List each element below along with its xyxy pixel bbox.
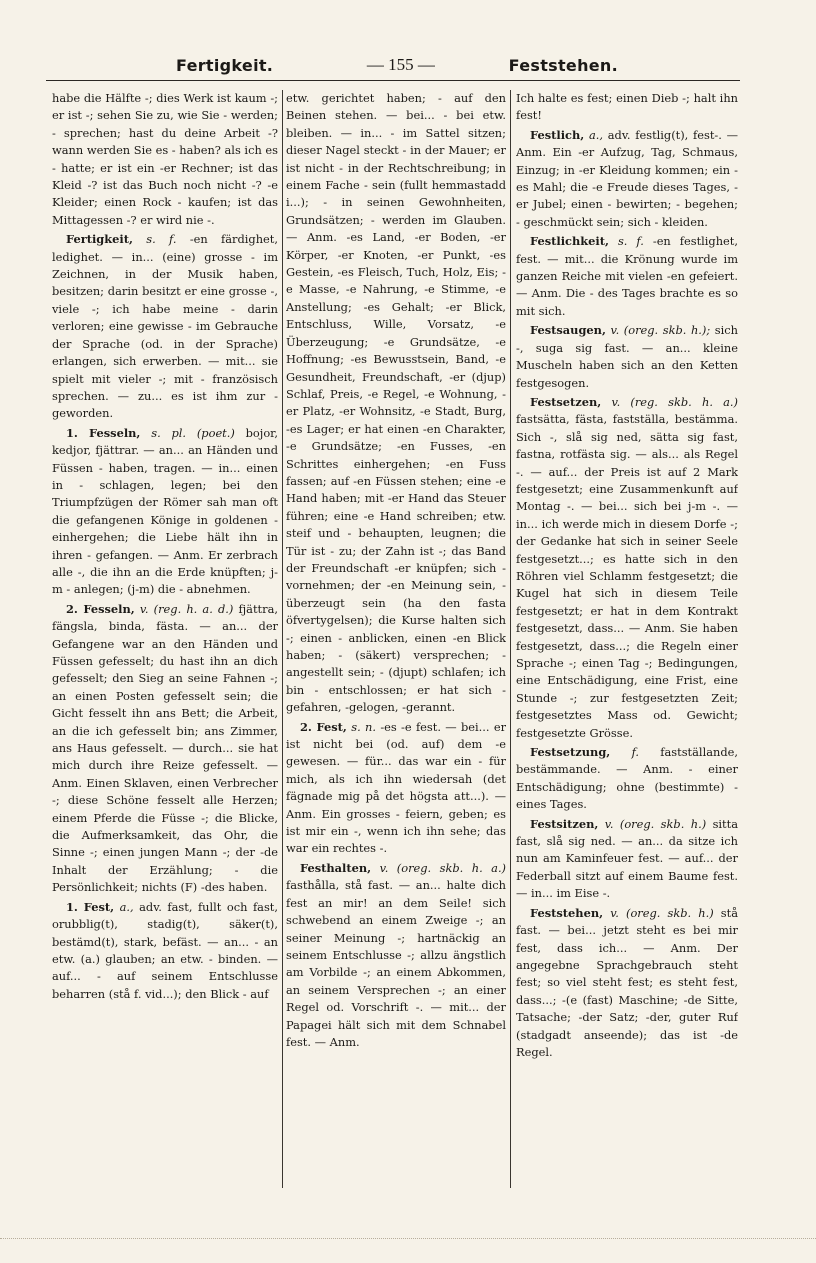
dictionary-column-2 bbox=[286, 90, 506, 1190]
dictionary-entry: Festsitzen, v. (oreg. skb. h.) sitta fast, slå sig ned. — an... da sitze ich nun am Kaminfeuer fest. — auf... der Federball sitzt auf einem Baume fest. — in... im Eise -. bbox=[516, 816, 738, 901]
dictionary-entry: habe die Hälfte -; dies Werk ist kaum -; er ist -; sehen Sie zu, wie Sie - werden; - sprechen; hast du deine Arbeit -? wann werden Sie es - haben? als ich es - hatte; er ist ein -er Rechner; ist das Kleid -? ist das Buch noch nicht -? -e Kleider; einen Rock - kaufen; ist das Mittagessen -? er wird nie -. bbox=[52, 91, 278, 227]
dictionary-entry: Festhalten, v. (oreg. skb. h. a.) fasthålla, stå fast. — an... halte dich fest an mir! an dem Seile! sich schwebend an einem Zweige -; an seiner Meinung -; hartnäckig an seinem Entschlusse -; allzu ängstlich am Vorbilde -; an einem Abkommen, an seinem Versprechen -; an einer Regel od. Vorschrift -. — mit... der Papagei hält sich mit dem Schnabel fest. — Anm. bbox=[286, 860, 506, 1049]
grammar-label: s. f. bbox=[617, 234, 644, 249]
headword: Feststehen, bbox=[530, 905, 604, 920]
headword: 1. Fesseln, bbox=[66, 425, 141, 440]
dictionary-entry: Festlichkeit, s. f. -en festlighet, fest. — mit... die Krönung wurde im ganzen Reiche mit vielen -en gefeiert. — Anm. Die - des Tages brachte es so mit sich. bbox=[516, 234, 738, 318]
headword: Festhalten, bbox=[300, 860, 372, 875]
grammar-label: v. (oreg. skb. h.) bbox=[610, 905, 714, 920]
headword: Festlich, bbox=[530, 127, 585, 142]
column-divider bbox=[282, 90, 283, 1188]
dictionary-entry: Festsetzen, v. (reg. skb. h. a.) fastsätta, fästa, fastställa, bestämma. Sich -, slå sig ned, sätta sig fast, fastna, rotfästa sig. — als... als Regel -. — auf... der Preis ist auf 2 Mark festgesetzt; eine Zusammenkunft auf Montag -. — bei... sich bei j-m -. — in... ich werde mich in diesem Dorfe -; der Gedanke hat sich in seiner Seele festgesetzt...; es hatte sich in den Röhren viel Schlamm festgesetzt; die Kugel hat sich in diesem Teile festgesetzt; er hat in dem Kontrakt festgesetzt, dass... — Anm. Sie haben festgesetzt, dass...; die Regeln einer Sprache -; einen Tag -; Bedingungen, eine Entschädigung, eine Frist, eine Stunde -; zur festgesetzten Zeit; festgesetztes Mass od. Gewicht; festgesetzte Grösse. bbox=[516, 394, 738, 740]
running-head-right: Feststehen. bbox=[508, 55, 618, 75]
dictionary-entry: Festsaugen, v. (oreg. skb. h.); sich -, suga sig fast. — an... kleine Muscheln haben sich an den Ketten festgesogen. bbox=[516, 323, 738, 390]
grammar-label: v. (reg. h. a. d.) bbox=[139, 601, 234, 616]
dictionary-entry: etw. gerichtet haben; - auf den Beinen stehen. — bei... - bei etw. bleiben. — in... - im Sattel sitzen; dieser Nagel steckt - in der Mauer; er ist nicht - in der Rechtschreibung; in einem Fache - sein (fullt hemmastadd i...); - in seinen Gewohnheiten, Grundsätzen; - werden im Glauben. — Anm. -es Land, -er Boden, -er Körper, -er Knoten, -er Punkt, -es Gestein, -es Fleisch, Tuch, Holz, Eis; -e Masse, -e Nahrung, -e Stimme, -e Anstellung; -es Gehalt; -er Blick, Entschluss, Wille, Vorsatz, -e Überzeugung; -e Grundsätze, -e Hoffnung; -es Bewusstsein, Band, -e Gesundheit, Freundschaft, -er (djup) Schlaf, Preis, -e Regel, -e Wohnung, -er Platz, -er Wohnsitz, -e Stadt, Burg, -es Lager; er hat einen -en Charakter, -e Grundsätze; -en Fusses, -en Schrittes einhergehen; -en Fuss fassen; auf -en Füssen stehen; eine -e Hand haben; mit -er Hand das Steuer führen; eine -e Hand schreiben; etw. steif und - behaupten, leugnen; die Tür ist - zu; der Zahn ist -; das Band der Freundschaft -er knüpfen; sich - vornehmen; der -en Meinung sein, - überzeugt sein (ha den fasta öfvertygelsen); die Kurse halten sich -; einen - anblicken, einen -en Blick haben; - (säkert) versprechen; - angestellt sein; - (djupt) schlafen; ich bin - entschlossen; er hat sich -gefahren, -gelogen, -gerannt. bbox=[286, 91, 506, 715]
grammar-label: v. (oreg. skb. h. a.) bbox=[379, 860, 506, 875]
dictionary-entry: Ich halte es fest; einen Dieb -; halt ihn fest! bbox=[516, 91, 738, 123]
dictionary-entry: Festsetzung, f. fastställande, bestämmande. — Anm. - einer Entschädigung; ohne (bestimmte) - eines Tages. bbox=[516, 745, 738, 812]
dictionary-entry: 2. Fest, s. n. -es -e fest. — bei... er ist nicht bei (od. auf) dem -e gewesen. — für... das war ein - für mich, als ich ihn wiedersah (det fägnade mig på det högsta att...). — Anm. Ein grosses - feiern, geben; es ist mir ein -, wenn ich ihn sehe; das war ein rechtes -. bbox=[286, 719, 506, 856]
dictionary-entry: Festlich, a., adv. festlig(t), fest-. — Anm. Ein -er Aufzug, Tag, Schmaus, Einzug; in -er Kleidung kommen; ein -es Mahl; die -e Freude dieses Tages, -er Jubel; einen - bewirten; - begehen; - geschmückt sein; sich - kleiden. bbox=[516, 127, 738, 229]
headword: 1. Fest, bbox=[66, 899, 115, 914]
header-rule bbox=[46, 80, 740, 81]
column-divider bbox=[510, 90, 511, 1188]
dictionary-entry: 1. Fesseln, s. pl. (poet.) bojor, kedjor, fjättrar. — an... an Händen und Füssen - haben, tragen. — in... einen in - schlagen, legen; bei den Triumpfzügen der Römer sah man oft die gefangenen Könige in goldenen - einhergehen; die Liebe hält ihn in ihren - gefangen. — Anm. Er zerbrach alle -, die ihn an die Erde knüpften; j-m - anlegen; (j-m) die - abnehmen. bbox=[52, 425, 278, 597]
headword: Festsetzung, bbox=[530, 745, 611, 760]
headword: 2. Fesseln, bbox=[66, 601, 135, 616]
headword: Festsaugen, bbox=[530, 323, 606, 338]
grammar-label: s. n. bbox=[351, 719, 376, 734]
page-number: — 155 — bbox=[366, 55, 435, 74]
dictionary-column-3 bbox=[516, 90, 738, 1190]
grammar-label: v. (oreg. skb. h.) bbox=[604, 816, 707, 831]
dictionary-entry: 2. Fesseln, v. (reg. h. a. d.) fjättra, fängsla, binda, fästa. — an... der Gefangene war an den Händen und Füssen gefesselt; du hast ihn an dich gefesselt; den Sieg an seine Fahnen -; an einen Posten gefesselt sein; die Gicht fesselt ihn ans Bett; die Arbeit, an die ich gefesselt bin; ans Zimmer, ans Haus gefesselt. — durch... sie hat mich durch ihre Reize gefesselt. — Anm. Einen Sklaven, einen Verbrecher -; diese Schöne fesselt alle Herzen; einem Pferde die Füsse -; die Blicke, die Aufmerksamkeit, das Ohr, die Sinne -; einen jungen Mann -; der -de Inhalt der Erzählung; - die Persönlichkeit; nichts (F) -des haben. bbox=[52, 601, 278, 895]
headword: Festsitzen, bbox=[530, 816, 599, 831]
grammar-label: v. (oreg. skb. h.); bbox=[610, 323, 711, 338]
grammar-label: f. bbox=[631, 745, 639, 760]
grammar-label: v. (reg. skb. h. a.) bbox=[611, 394, 738, 409]
grammar-label: s. f. bbox=[146, 232, 177, 247]
running-head-left: Fertigkeit. bbox=[176, 55, 274, 75]
headword: 2. Fest, bbox=[300, 719, 347, 734]
grammar-label: s. pl. (poet.) bbox=[151, 425, 235, 440]
dictionary-column-1 bbox=[52, 90, 278, 1190]
headword: Fertigkeit, bbox=[66, 232, 133, 247]
dictionary-entry: Fertigkeit, s. f. -en färdighet, ledighet. — in... (eine) grosse - im Zeichnen, in der Musik haben, besitzen; darin besitzt er eine grosse -, viele -; ich habe meine - darin verloren; eine gewisse - im Gebrauche der Sprache (od. in der Sprache) erlangen, sich erwerben. — mit... sie spielt mit vieler -; mit - französisch sprechen. — zu... es ist ihm zur - geworden. bbox=[52, 232, 278, 421]
headword: Festsetzen, bbox=[530, 394, 602, 409]
page-edge-dots bbox=[0, 1238, 816, 1239]
dictionary-entry: Feststehen, v. (oreg. skb. h.) stå fast. — bei... jetzt steht es bei mir fest, dass ich... — Anm. Der angegebne Sprachgebrauch steht fest; so viel steht fest; es steht fest, dass...; -(e (fast) Maschine; -de Sitte, Tatsache; -der Satz; -der, guter Ruf (stadgadt anseende); das ist -de Regel. bbox=[516, 905, 738, 1059]
dictionary-entry: 1. Fest, a., adv. fast, fullt och fast, orubblig(t), stadig(t), säker(t), bestämd(t), stark, befäst. — an... - an etw. (a.) glauben; an etw. - binden. — auf... - auf seinem Entschlusse beharren (stå f. vid...); den Blick - auf bbox=[52, 899, 278, 1001]
headword: Festlichkeit, bbox=[530, 234, 609, 249]
grammar-label: a., bbox=[588, 127, 604, 142]
grammar-label: a., bbox=[119, 899, 134, 914]
page-header bbox=[44, 52, 744, 78]
